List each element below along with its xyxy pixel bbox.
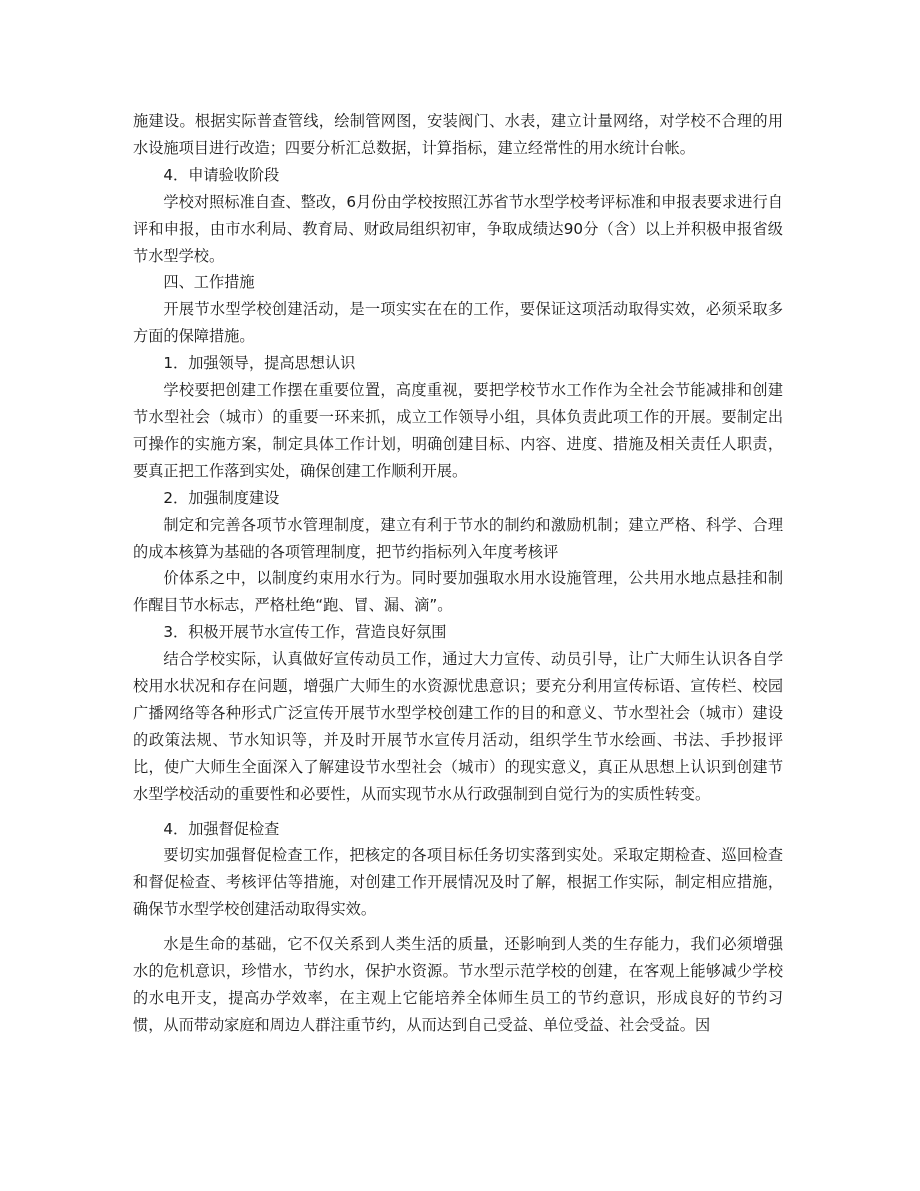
- paragraph-10: 价体系之中，以制度约束用水行为。同时要加强取水用水设施管理，公共用水地点悬挂和制作醒目节水标志，严格杜绝“跑、冒、漏、滴”。: [133, 569, 783, 615]
- paragraph-5: 开展节水型学校创建活动，是一项实实在在的工作，要保证这项活动取得实效，必须采取多方面的保障措施。: [133, 300, 783, 346]
- paragraph-7: 学校要把创建工作摆在重要位置，高度重视，要把学校节水工作作为全社会节能减排和创建节水型社会（城市）的重要一环来抓，成立工作领导小组，具体负责此项工作的开展。要制定出可操作的实施方案，制定具体工作计划，明确创建目标、内容、进度、措施及相关责任人职责，要真正把工作落到实处，确保创建工作顺利开展。: [133, 381, 783, 480]
- paragraph-15: 水是生命的基础，它不仅关系到人类生活的质量，还影响到人类的生存能力，我们必须增强水的危机意识，珍惜水，节约水，保护水资源。节水型示范学校的创建，在客观上能够减少学校的水电开支，提高办学效率，在主观上它能培养全体师生员工的节约意识，形成良好的节约习惯，从而带动家庭和周边人群注重节约，从而达到自己受益、单位受益、社会受益。因: [133, 935, 783, 1034]
- paragraph-3: 学校对照标准自查、整改，6月份由学校按照江苏省节水型学校考评标准和申报表要求进行自评和申报，由市水利局、教育局、财政局组织初审，争取成绩达90分（含）以上并积极申报省级节水型学校。: [133, 192, 783, 265]
- paragraph-9: 制定和完善各项节水管理制度，建立有利于节水的制约和激励机制；建立严格、科学、合理的成本核算为基础的各项管理制度，把节约指标列入年度考核评: [133, 515, 783, 561]
- paragraph-12: 结合学校实际，认真做好宣传动员工作，通过大力宣传、动员引导，让广大师生认识各自学校用水状况和存在问题，增强广大师生的水资源忧患意识；要充分利用宣传标语、宣传栏、校园广播网络等各种形式广泛宣传开展节水型学校创建工作的目的和意义、节水型社会（城市）建设的政策法规、节水知识等，并及时开展节水宣传月活动，组织学生节水绘画、书法、手抄报评比，使广大师生全面深入了解建设节水型社会（城市）的现实意义，真正从思想上认识到创建节水型学校活动的重要性和必要性，从而实现节水从行政强制到自觉行为的实质性转变。: [133, 650, 783, 803]
- paragraph-14: 要切实加强督促检查工作，把核定的各项目标任务切实落到实处。采取定期检查、巡回检查和督促检查、考核评估等措施，对创建工作开展情况及时了解，根据工作实际，制定相应措施，确保节水型学校创建活动取得实效。: [133, 846, 783, 919]
- document-page: [133, 108, 783, 1039]
- subheading-system-building: 2．加强制度建设: [163, 488, 280, 507]
- paragraph-1: 施建设。根据实际普查管线，绘制管网图，安装阀门、水表，建立计量网络，对学校不合理的用水设施项目进行改造；四要分析汇总数据，计算指标，建立经常性的用水统计台帐。: [133, 112, 783, 157]
- subheading-apply-acceptance: 4．申请验收阶段: [163, 165, 280, 184]
- subheading-leadership: 1．加强领导，提高思想认识: [163, 354, 356, 373]
- subheading-supervision: 4．加强督促检查: [163, 819, 280, 838]
- subheading-publicity: 3．积极开展节水宣传工作，营造良好氛围: [163, 623, 447, 642]
- section-heading-measures: 四、工作措施: [163, 273, 255, 292]
